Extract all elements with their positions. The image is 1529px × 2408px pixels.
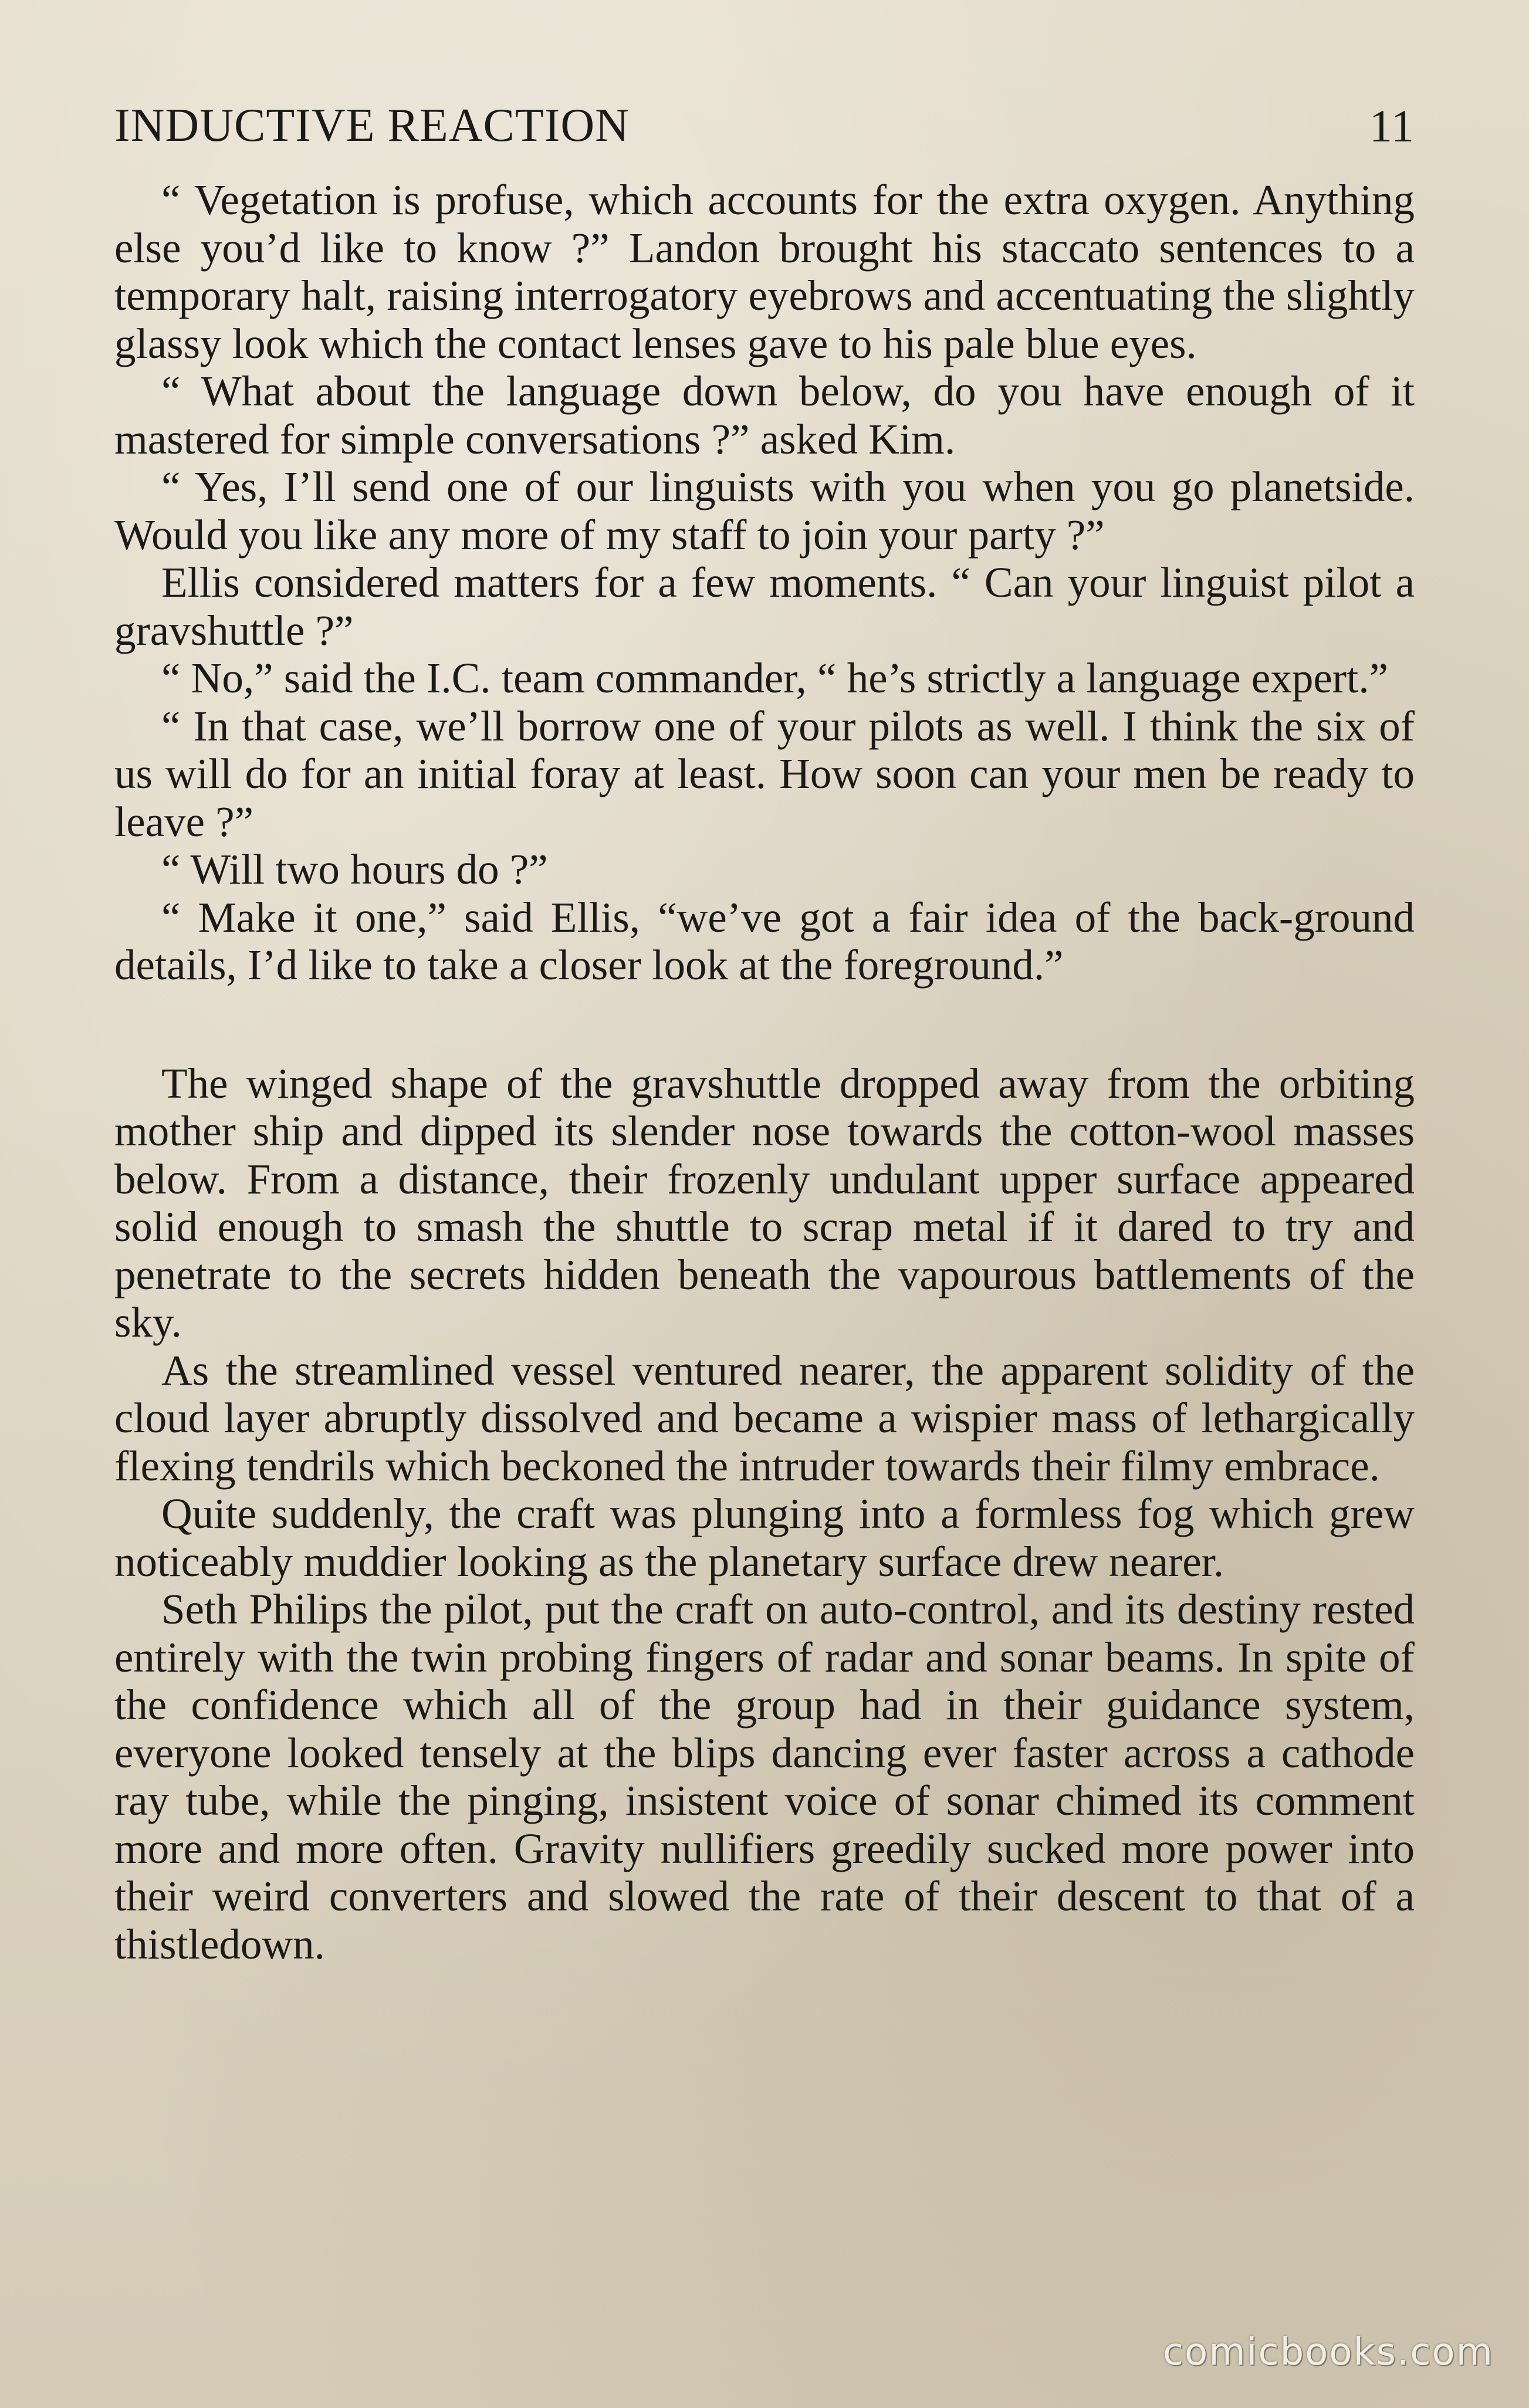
paragraph: “ Will two hours do ?” xyxy=(161,845,548,893)
page-number: 11 xyxy=(1369,100,1415,151)
section-break xyxy=(114,989,1415,1060)
paragraph: “ What about the language down below, do you have enough of it mastered for simple conversations ?” asked Kim. xyxy=(114,367,1415,463)
paragraph: “ Make it one,” said Ellis, “we’ve got a fair idea of the back-ground details, I’d like to take a closer look at the foreground.” xyxy=(114,893,1415,989)
paragraph: As the streamlined vessel ventured nearer, the apparent solidity of the cloud layer abruptly dissolved and became a wispier mass of lethargically flexing tendrils which beckoned the intruder towards their filmy embrace. xyxy=(114,1346,1415,1490)
running-head: INDUCTIVE REACTION xyxy=(114,100,630,151)
page-header xyxy=(114,88,1415,153)
paragraph: Quite suddenly, the craft was plunging into a formless fog which grew noticeably muddier looking as the planetary surface drew nearer. xyxy=(114,1490,1415,1585)
paragraph: “ In that case, we’ll borrow one of your pilots as well. I think the six of us will do for an initial foray at least. How soon can your men be ready to leave ?” xyxy=(114,702,1415,845)
paragraph: “ No,” said the I.C. team commander, “ he’s strictly a language expert.” xyxy=(161,654,1388,702)
paragraph: “ Yes, I’ll send one of our linguists with you when you go planetside. Would you like any more of my staff to join your party ?” xyxy=(114,463,1415,559)
body-text xyxy=(114,176,1415,1968)
watermark: comicbooks.com xyxy=(1162,2331,1494,2374)
paragraph: “ Vegetation is profuse, which accounts for the extra oxygen. Anything else you’d like to know ?” Landon brought his staccato sentences to a temporary halt, raising interrogatory eyebrows and accentuating the slightly glassy look which the contact lenses gave to his pale blue eyes. xyxy=(114,176,1415,367)
paragraph: Seth Philips the pilot, put the craft on auto-control, and its destiny rested entirely with the twin probing fingers of radar and sonar beams. In spite of the confidence which all of the group had in their guidance system, everyone looked tensely at the blips dancing ever faster across a cathode ray tube, while the pinging, insistent voice of sonar chimed its comment more and more often. Gravity nullifiers greedily sucked more power into their weird converters and slowed the rate of their descent to that of a thistledown. xyxy=(114,1585,1415,1968)
paragraph: Ellis considered matters for a few moments. “ Can your linguist pilot a gravshuttle ?” xyxy=(114,559,1415,654)
paragraph: The winged shape of the gravshuttle dropped away from the orbiting mother ship and dipped its slender nose towards the cotton-wool masses below. From a distance, their frozenly undulant upper surface appeared solid enough to smash the shuttle to scrap metal if it dared to try and penetrate to the secrets hidden beneath the vapourous battlements of the sky. xyxy=(114,1059,1415,1346)
